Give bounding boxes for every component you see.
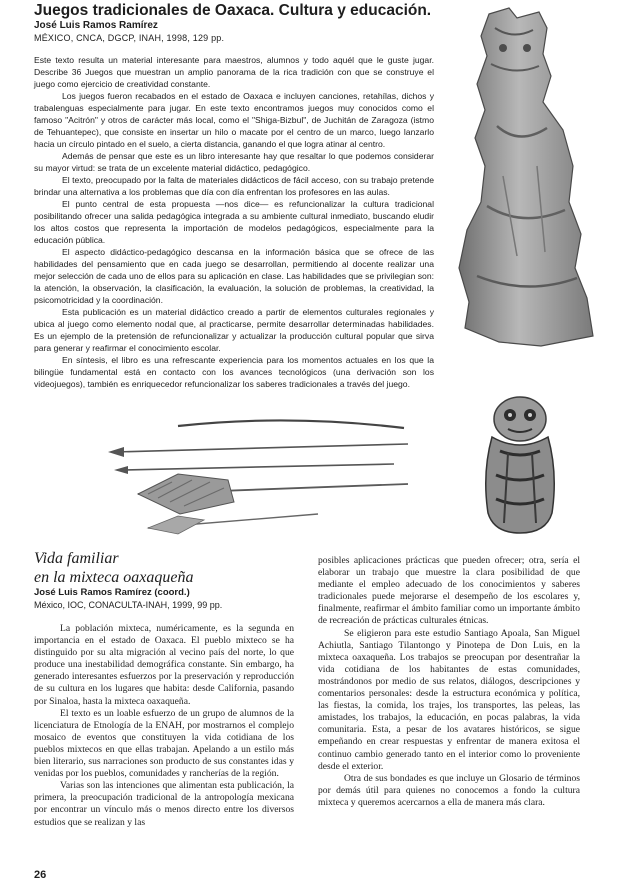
review2-paragraph: Varias son las intenciones que alimentan esta publicación, la primera, la preocupación tradicional de la antropología mexicana por encontrar un vínculo más o menos directo entre los diversos estudios que se realizan y las (34, 780, 294, 828)
review1-paragraph: Esta publicación es un material didáctico creado a partir de elementos culturales regionales y ubica al juego como elemento nodal que, al practicarse, permite desarrollar determinadas habilidades. Es un ejemplo de la pretensión de refuncionalizar y actualizar la producción cultural popular que sirva para generar y reafirmar el conocimiento escolar. (34, 307, 434, 353)
review2-paragraph-continuation: posibles aplicaciones prácticas que pueden ofrecer; otra, sería el elaborar un trabajo que muestre la clara posibilidad de que mediante el empleo adecuado de los conocimientos y saberes tradicionales puede mejorarse el desempeño de los escolares y, finalmente, reafirmar el ámbito familiar como un importante ámbito de recreación de prácticas culturales étnicas. (318, 555, 580, 627)
review1-paragraph: El aspecto didáctico-pedagógico descansa en la información básica que se ofrece de las habilidades del pensamiento que en cada juego se desarrollan, permitiendo al docente realizar una mejor selección de cada uno de ellos para su aplicación en clase. Las habilidades que se privilegian son: la atención, la observación, la clasificación, la evaluación, la solución de problemas, la creatividad, la psicomotricidad y la coordinación. (34, 247, 434, 305)
review1-publication: MÉXICO, CNCA, DGCP, INAH, 1998, 129 pp. (34, 33, 225, 43)
review2-title (34, 549, 294, 587)
review1-author: José Luis Ramos Ramírez (34, 20, 158, 31)
review2-right-column (318, 555, 580, 809)
review1-body (34, 54, 434, 390)
review1-paragraph: Los juegos fueron recabados en el estado de Oaxaca e incluyen canciones, retahílas, dichos y trabalenguas especialmente para jugar. En este texto encontramos juegos muy conocidos como el famoso "Acitrón" y otros de carácter más local, como el "Shiga-Bizbul", de Juchitán de Zaragoza (istmo de Tehuantepec), que consiste en insertar un hilo o macate por el centro de un marco, luego lanzarlo hacia un círculo pintado en el suelo, a cierta distancia, ganando el que logra atinar al centro. (34, 91, 434, 149)
page-number: 26 (34, 869, 47, 881)
clay-figurine-image (470, 393, 570, 536)
review1-paragraph: El texto, preocupado por la falta de materiales didácticos de fácil acceso, con su trabajo pretende brindar una alternativa a los problemas que día con día enfrentan los profesores en las aulas. (34, 175, 434, 197)
review2-title-line2: en la mixteca oaxaqueña (34, 569, 194, 586)
review2-publication: México, IOC, CONACULTA-INAH, 1999, 99 pp. (34, 600, 223, 610)
review1-paragraph: Además de pensar que este es un libro interesante hay que resaltar lo que podemos considerar su mayor virtud: se trata de un excelente material didáctico, pedagógico. (34, 151, 434, 173)
stone-statue-image (447, 6, 597, 351)
review1-paragraph: Este texto resulta un material interesante para maestros, alumnos y todo aquél que le guste jugar. Describe 36 Juegos que muestran un amplio panorama de la rica tradición con que se construye el juego como ejercicio de creatividad constante. (34, 55, 434, 89)
review2-title-line1: Vida familiar (34, 550, 119, 567)
review1-paragraph: En síntesis, el libro es una refrescante experiencia para los momentos actuales en los que la bilingüe fundamental está en contacto con los avances tecnológicos (una derivación son los videojuegos), también es enriquecedor refuncionalizar los saberes tradicionales a través del juego. (34, 355, 434, 389)
review1-title: Juegos tradicionales de Oaxaca. Cultura y educación. (34, 2, 432, 19)
review2-author: José Luis Ramos Ramírez (coord.) (34, 587, 190, 598)
review2-left-column (34, 623, 294, 829)
arrows-and-bow-image (108, 410, 413, 540)
review1-paragraph: El punto central de esta propuesta —nos dice— es refuncionalizar la cultura tradicional posibilitando ofrecer una salida pedagógica integrada a su ambiente cultural inmediato, buscando eludir los altos costos que representa la importación de modelos pedagógicos, especialmente para la educación pública. (34, 199, 434, 245)
review2-paragraph: Se eligieron para este estudio Santiago Apoala, San Miguel Achiutla, Santiago Tilantongo y Pinotepa de Don Luis, en la mixteca oaxaqueña. Los trabajos se preocupan por desentrañar la vida cotidiana de los habitantes de estas comunidades, mostrándonos por medio de sus relatos, diálogos, descripciones y comentarios personales: desde la estructura económica y política, las fiestas, la comida, los trajes, los transportes, las peleas, las amistades, los trabajos, la educación, en pocas palabras, la vida comunitaria. Esta, a pesar de los avatares históricos, se sigue empeñando en crear respuestas y enfrentar de manera exitosa el continuo cambio generado tanto en el interior como lo proveniente desde el exterior. (318, 627, 580, 772)
review2-paragraph: El texto es un loable esfuerzo de un grupo de alumnos de la licenciatura de Etnología de la ENAH, por mostrarnos el complejo mosaico de eventos que constituyen la vida cotidiana de los pueblos mixtecos en que ellas trabajan. Apelando a un estilo más bien literario, sus narraciones son producto de sus constantes idas y venidas por los pueblos, comunidades y rancherías de la región. (34, 707, 294, 780)
review2-paragraph: Otra de sus bondades es que incluye un Glosario de términos por demás útil para quienes no conocemos a fondo la cultura mixteca y queremos acercarnos a ella de manera más clara. (318, 772, 580, 808)
review2-paragraph: La población mixteca, numéricamente, es la segunda en importancia en el estado de Oaxaca. El pueblo mixteco se ha distinguido por su alta migración al vecino país del norte, lo que produce una inestabilidad demográfica constante. Sin embargo, ha generado interesantes esfuerzos por la preservación y reproducción de su cultura en los lugares que habita: desde California, pasando por Sinaloa, hasta la mixteca oaxaqueña. (34, 623, 294, 707)
